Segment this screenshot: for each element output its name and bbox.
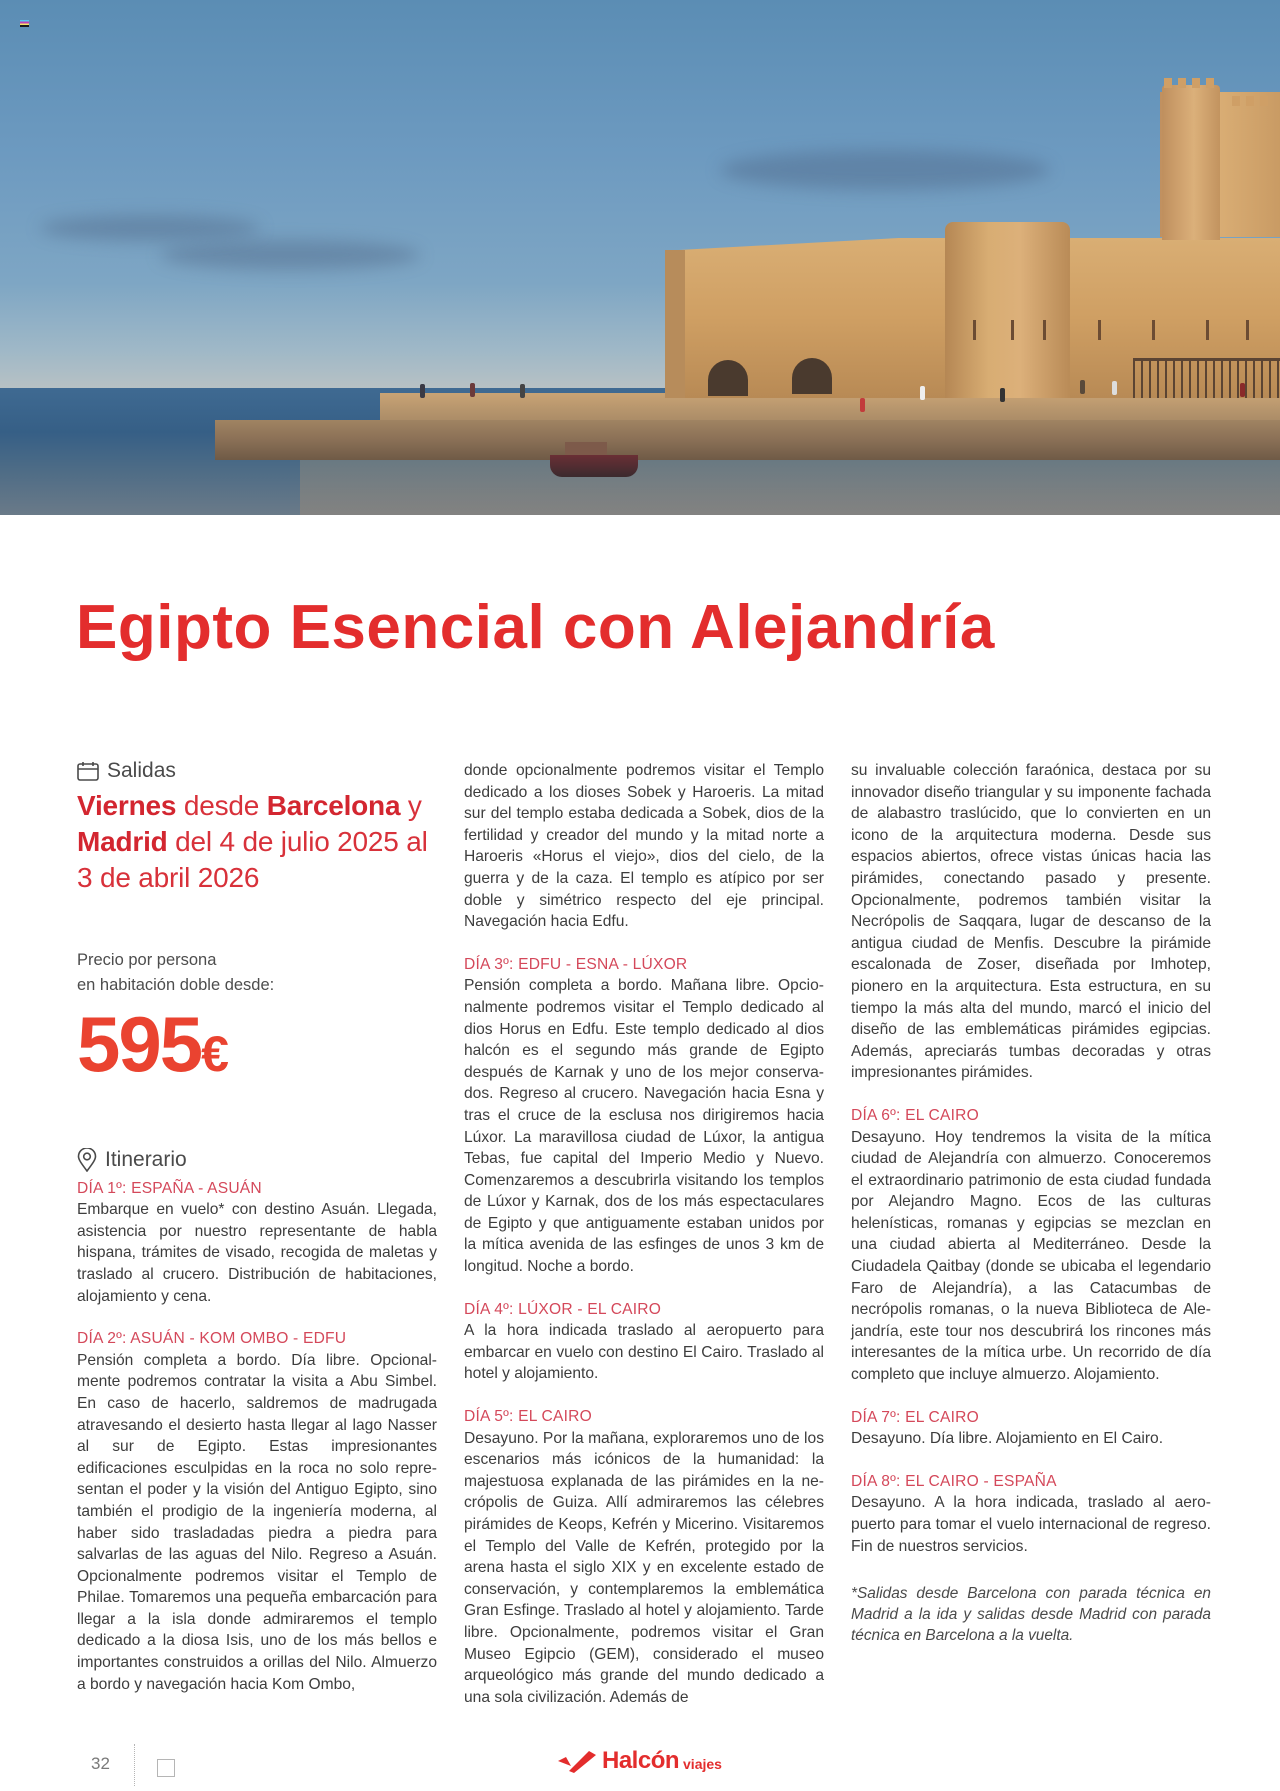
person bbox=[1080, 380, 1085, 394]
crenellation bbox=[1260, 96, 1268, 106]
day-description: Pensión completa a bordo. Día libre. Opcionalmente podremos contratar la visita a Abu Simbel. En caso de hacerlo, saldremos de madrugada atravesando el desierto hasta llegar al lago Nasser al sur de Egipto. Estas impresionantes edificaciones esculpidas en la roca no solo representan el poder y la visión del Antiguo Egipto, sino también el prodigio de la ingeniería moderna, al haber sido trasladadas piedra a piedra para salvarlas de las aguas del Nilo. Regreso a Asuán. Opcionalmente podremos visitar el Templo de Philae. Tomaremos una pequeña embarcación para llegar a la isla donde admiraremos el templo dedicado a la diosa Isis, uno de los más bellos e importantes construidos a orillas del Nilo. Almuerzo a bordo y navegación hacia Kom Ombo, bbox=[77, 1351, 437, 1693]
itinerary-day-continued bbox=[851, 760, 1211, 1084]
day-title: DÍA 5º: EL CAIRO bbox=[464, 1408, 592, 1426]
checkmark-logo-icon bbox=[556, 1749, 598, 1773]
departure-text: y bbox=[400, 789, 422, 821]
departure-dates bbox=[77, 788, 437, 896]
arch-doorway bbox=[708, 360, 748, 396]
day-title: DÍA 3º: EDFU - ESNA - LÚXOR bbox=[464, 955, 688, 973]
day-title: DÍA 2º: ASUÁN - KOM OMBO - EDFU bbox=[77, 1330, 347, 1348]
person bbox=[470, 383, 475, 397]
column-left bbox=[77, 760, 437, 1716]
footer-divider bbox=[134, 1744, 135, 1786]
boat-cabin bbox=[565, 442, 607, 456]
day-description: donde opcionalmente podremos visitar el Templo dedicado a los dioses Sobek y Haroeris. La mitad sur del templo estaba dedicada a Sobek, dios de la fertilidad y creador del mundo y la mitad norte a Haroeris «Horus el viejo», dios del cielo, de la guerra y de la caza. El templo es atípico por ser doble y simétrico respecto del eje principal. Navegación hacia Edfu. bbox=[464, 762, 824, 931]
itinerary-day bbox=[464, 1299, 824, 1385]
person bbox=[860, 398, 865, 412]
crenellation bbox=[1206, 78, 1214, 88]
itinerary-day bbox=[851, 1407, 1211, 1450]
boat bbox=[550, 455, 638, 477]
cloud bbox=[720, 150, 1050, 190]
crenellation bbox=[1178, 78, 1186, 88]
checkbox-icon bbox=[157, 1759, 175, 1777]
salidas-heading bbox=[77, 760, 437, 782]
day-description: su invaluable colección faraónica, destaca por su innovador diseño triangular y su imponente fachada de alabastro traslúcido, que lo convierten en un icono de la arquitectura moderna. Desde sus espacios abiertos, ofrece vistas únicas hacia las pirámides, conectando pasado y presente. Opcionalmente, podremos también visitar la Necrópolis de Saqqara, lugar de descanso de la antigua ciudad de Menfis. Descubre la pirámide escalonada de Zoser, diseñada por Imhotep, pionero en la arquitectura. Esta estructura, en su tiempo la más alta del mundo, marcó el inicio del diseño de las emblemáticas pirámides egipcias. Además, apreciarás tumbas decoradas y otras impresionantes pirámides. bbox=[851, 762, 1211, 1082]
price-label bbox=[77, 948, 437, 998]
crenellation bbox=[1164, 78, 1172, 88]
itinerary-day bbox=[851, 1105, 1211, 1386]
crenellation bbox=[1246, 96, 1254, 106]
itinerary-day bbox=[464, 1406, 824, 1708]
departure-text: desde bbox=[176, 789, 267, 821]
day-title: DÍA 8º: EL CAIRO - ESPAÑA bbox=[851, 1472, 1057, 1490]
itinerary-day bbox=[851, 1471, 1211, 1557]
person bbox=[1000, 388, 1005, 402]
arrow-slit bbox=[1043, 320, 1046, 340]
day-description: Embarque en vuelo* con destino Asuán. Llegada, asistencia por nuestro representante de habla hispana, trámites de visado, recogida de maletas y traslado al crucero. Distribución de habitaciones, alojamiento y cena. bbox=[77, 1201, 437, 1305]
day-title: DÍA 4º: LÚXOR - EL CAIRO bbox=[464, 1300, 662, 1318]
day-description: A la hora indicada traslado al aeropuerto para embarcar en vuelo con destino El Cairo. Traslado al hotel y alojamiento. bbox=[464, 1322, 824, 1383]
person bbox=[1112, 381, 1117, 395]
day-description: Pensión completa a bordo. Mañana libre. Opcionalmente podremos visitar el Templo dedicado al dios Horus en Edfu. Este templo dedicado al dios halcón es el segundo más grande de Egipto después de Karnak y uno de los mejor conservados. Regreso al crucero. Navegación hacia Esna y tras el cruce de la esclusa nos dirigiremos hacia Lúxor. La maravillosa ciudad de Lúxor, la antigua Tebas, fue capital del Imperio Medio y Nuevo. Comenzaremos a descubrirla visitando los templos de Lúxor y Karnak, dos de los más espectaculares de Egipto y que antiguamente estaban unidos por la mítica avenida de las esfinges de unos 3 km de longitud. Noche a bordo. bbox=[464, 977, 824, 1276]
fortress-keep-tower bbox=[1162, 85, 1220, 240]
page-title: Egipto Esencial con Alejandría bbox=[76, 593, 995, 662]
arrow-slit bbox=[1246, 320, 1249, 340]
arrow-slit bbox=[973, 320, 976, 340]
day-description: Desayuno. Hoy tendremos la visita de la mítica ciudad de Alejandría con almuerzo. Conoceremos el extraordinario patrimonio de esta ciudad fundada por Alejandro Magno. Ecos de las culturas helenísticas, romanas y egipcias se mezclan en una ciudad abierta al Mediterráneo. Desde la Ciudadela Qaitbay (donde se ubicaba el legendario Faro de Alejandría), a las Catacumbas de necrópolis romanas, o la nueva Biblioteca de Alejandría, este tour nos descubrirá los rincones más interesantes de la mítica urbe. Un recorrido de día completo que incluye almuerzo. Alojamiento. bbox=[851, 1128, 1211, 1384]
itinerary-day-continued bbox=[464, 760, 824, 933]
calendar-icon bbox=[77, 761, 99, 781]
price-label-line: Precio por persona bbox=[77, 950, 217, 969]
person bbox=[1240, 383, 1245, 397]
print-color-bar bbox=[20, 20, 29, 27]
fortress-corner bbox=[665, 250, 685, 398]
crenellation bbox=[1232, 96, 1240, 106]
fortress-round-tower bbox=[945, 222, 1070, 398]
iron-railing bbox=[1133, 358, 1280, 398]
price-currency: € bbox=[201, 1025, 229, 1082]
price-amount: 595 bbox=[77, 999, 202, 1088]
cloud bbox=[40, 215, 260, 241]
day-description: Desayuno. Día libre. Alojamiento en El Cairo. bbox=[851, 1430, 1164, 1448]
halcon-viajes-logo bbox=[556, 1749, 722, 1773]
arrow-slit bbox=[1098, 320, 1101, 340]
column-middle bbox=[464, 760, 824, 1729]
day-description: Desayuno. A la hora indicada, traslado al aeropuerto para tomar el vuelo internacional de regreso. Fin de nuestros servicios. bbox=[851, 1494, 1211, 1555]
cloud bbox=[160, 240, 420, 270]
price-label-line: en habitación doble desde: bbox=[77, 975, 275, 994]
day-description: Desayuno. Por la mañana, exploraremos uno de los escenarios más icónicos de la humanidad: la majestuosa explanada de las pirámides en la necrópolis de Guiza. Allí admiraremos las célebres pirámides de Keops, Kefrén y Micerino. Visitaremos el Templo del Valle de Kefrén, protegido por la arena hasta el siglo XIX y en excelente estado de conservación, y contemplaremos la emblemática Gran Esfinge. Traslado al hotel y alojamiento. Tarde libre. Opcionalmente, podremos visitar el Gran Museo Egipcio (GEM), considerado el museo arqueológico más grande del mundo dedicado a una sola civilización. Además de bbox=[464, 1429, 824, 1706]
column-right bbox=[851, 760, 1211, 1646]
page-number: 32 bbox=[91, 1754, 110, 1773]
person bbox=[420, 384, 425, 398]
itinerary-day bbox=[464, 954, 824, 1278]
person bbox=[920, 386, 925, 400]
departure-city: Barcelona bbox=[266, 789, 401, 821]
itinerary-day bbox=[77, 1328, 437, 1695]
logo-name: Halcón bbox=[602, 1747, 680, 1774]
itinerary-heading bbox=[77, 1148, 437, 1172]
departure-city: Madrid bbox=[77, 825, 168, 857]
salidas-label: Salidas bbox=[107, 759, 176, 782]
person bbox=[520, 384, 525, 398]
day-title: DÍA 1º: ESPAÑA - ASUÁN bbox=[77, 1179, 262, 1197]
breakwater bbox=[215, 420, 1280, 460]
crenellation bbox=[1192, 78, 1200, 88]
logo-sub: viajes bbox=[683, 1756, 722, 1772]
day-title: DÍA 6º: EL CAIRO bbox=[851, 1106, 979, 1124]
departure-day: Viernes bbox=[77, 789, 177, 821]
hero-photo bbox=[0, 0, 1280, 515]
arch-doorway bbox=[792, 358, 832, 394]
arrow-slit bbox=[1011, 320, 1014, 340]
itinerary-label: Itinerario bbox=[105, 1147, 187, 1171]
day-title: DÍA 7º: EL CAIRO bbox=[851, 1408, 979, 1426]
departure-date-range: del 4 de julio 2025 al 3 de abril 2026 bbox=[77, 825, 428, 893]
flight-footnote: *Salidas desde Barcelona con parada técnica en Madrid a la ida y salidas desde Madrid con parada técnica en Barcelona a la vuelta. bbox=[851, 1585, 1211, 1645]
location-pin-icon bbox=[77, 1148, 97, 1172]
arrow-slit bbox=[1152, 320, 1155, 340]
price bbox=[77, 999, 437, 1096]
itinerary-day bbox=[77, 1178, 437, 1308]
arrow-slit bbox=[1206, 320, 1209, 340]
